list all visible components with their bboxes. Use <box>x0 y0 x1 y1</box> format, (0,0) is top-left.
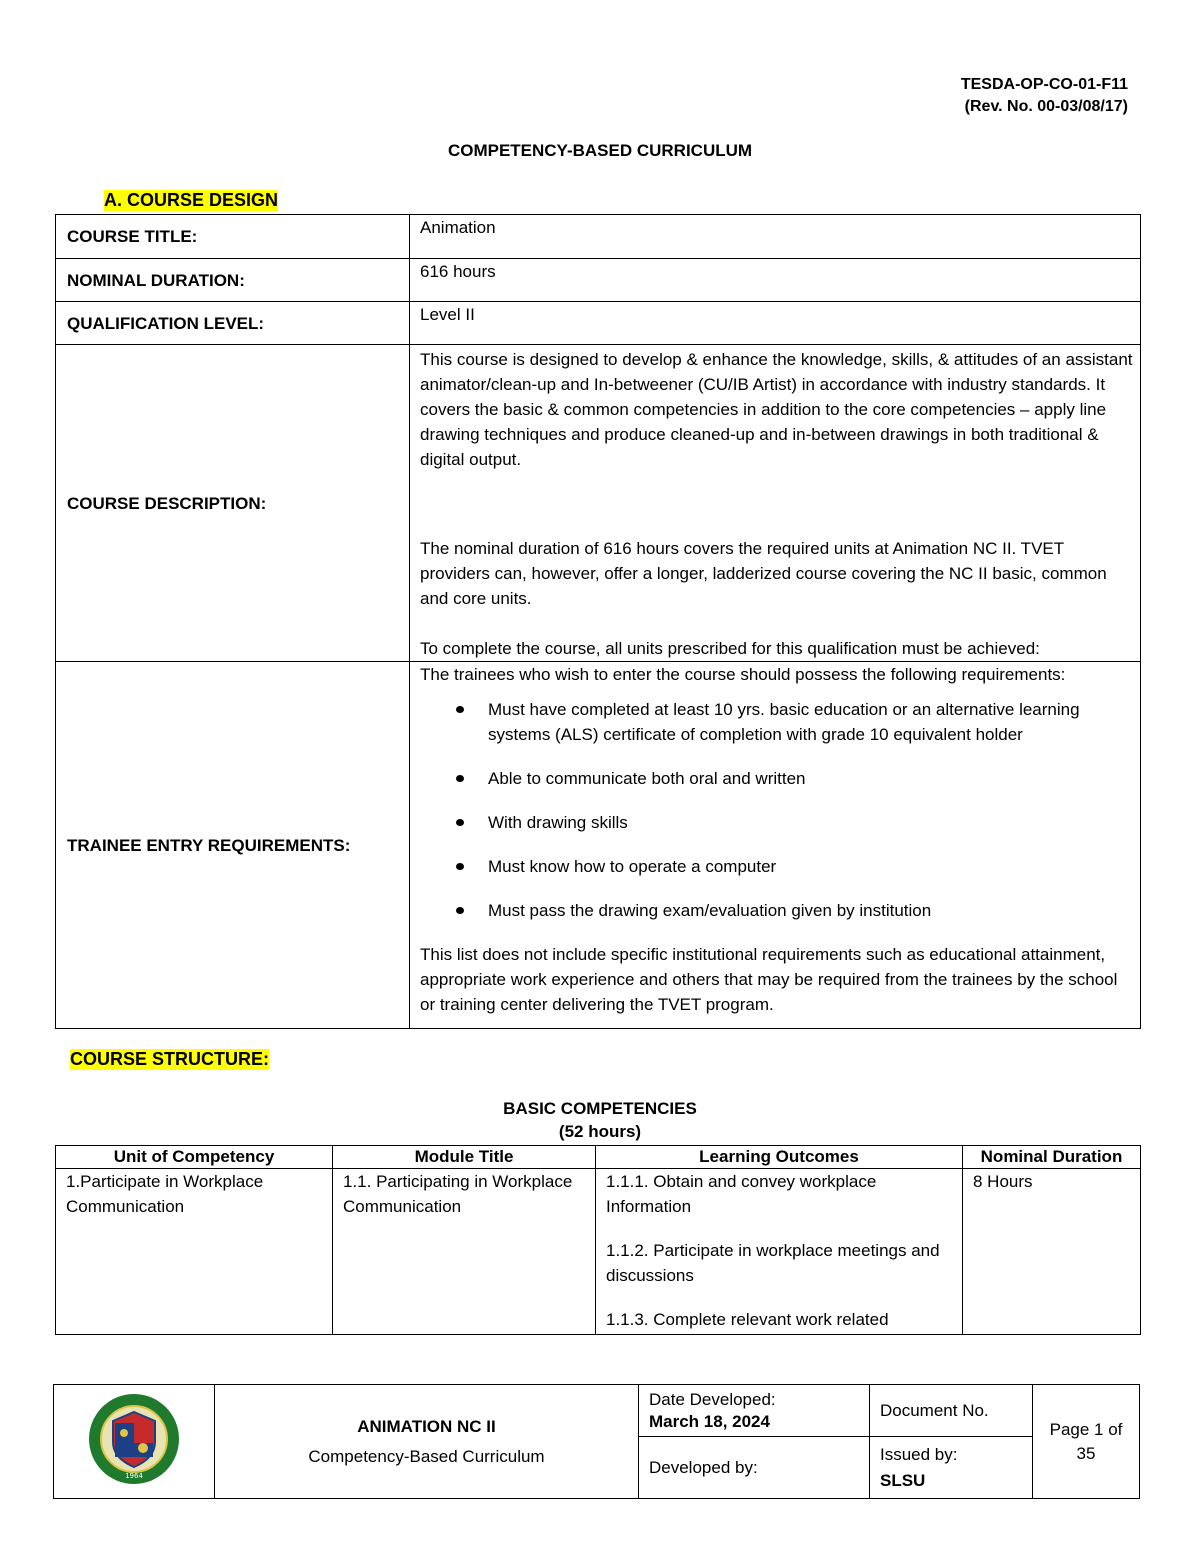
entry-note: This list does not include specific institutional requirements such as educational attainment, appropriate work experience and others that may be required from the trainees by the school or training center delivering the TVET program. <box>420 945 1118 1014</box>
page-footer <box>53 1384 1140 1499</box>
description-row <box>56 345 1141 662</box>
basic-competencies-heading <box>0 1097 1200 1143</box>
university-seal-icon <box>82 1392 186 1486</box>
table-row <box>56 1169 1141 1335</box>
learning-outcome: 1.1.2. Participate in workplace meetings and discussions <box>606 1241 940 1285</box>
document-code <box>961 74 1128 118</box>
description-cell <box>410 345 1141 662</box>
column-header: Unit of Competency <box>56 1146 333 1169</box>
column-header: Learning Outcomes <box>596 1146 963 1169</box>
learning-outcome: 1.1.1. Obtain and convey workplace Information <box>606 1172 877 1216</box>
date-label: Date Developed: <box>649 1389 776 1409</box>
level-value: Level II <box>410 302 1141 345</box>
page-title: COMPETENCY-BASED CURRICULUM <box>447 141 753 160</box>
description-paragraph: This course is designed to develop & enhance the knowledge, skills, & attitudes of an assistant animator/clean-up and In-betweener (CU/IB Artist) in accordance with industry standards. It covers the basic & common competencies in addition to the core competencies – apply line drawing techniques and produce cleaned-up and in-between drawings in both traditional & digital output. <box>420 350 1133 469</box>
program-cell <box>215 1385 639 1499</box>
duration-cell: 8 Hours <box>963 1169 1141 1335</box>
date-value: March 18, 2024 <box>649 1411 770 1431</box>
basic-competencies-title: BASIC COMPETENCIES <box>503 1099 697 1118</box>
entry-row <box>56 662 1141 1029</box>
entry-list <box>420 697 1134 923</box>
outcomes-cell <box>596 1169 963 1335</box>
list-item: Must know how to operate a computer <box>488 854 1134 879</box>
document-number-label: Document No. <box>880 1400 989 1420</box>
entry-intro: The trainees who wish to enter the course should possess the following requirements: <box>420 665 1066 684</box>
issued-by-cell <box>870 1437 1033 1499</box>
issuer-name: SLSU <box>880 1470 926 1490</box>
course-title-label: COURSE TITLE: <box>56 215 410 259</box>
duration-value: 616 hours <box>410 259 1141 302</box>
list-item: Able to communicate both oral and written <box>488 766 1134 791</box>
section-a-heading: A. COURSE DESIGN <box>104 190 279 210</box>
list-item: Must pass the drawing exam/evaluation given by institution <box>488 898 1134 923</box>
entry-label: TRAINEE ENTRY REQUIREMENTS: <box>56 662 410 1029</box>
issued-by-label: Issued by: <box>880 1444 958 1464</box>
description-label: COURSE DESCRIPTION: <box>56 345 410 662</box>
level-row <box>56 302 1141 345</box>
list-item: Must have completed at least 10 yrs. basic education or an alternative learning systems (ALS) certificate of completion with grade 10 equivalent holder <box>488 697 1134 747</box>
document-number-cell <box>870 1385 1033 1437</box>
page-number-cell <box>1033 1385 1140 1499</box>
developed-by-cell <box>639 1437 870 1499</box>
course-title-value: Animation <box>410 215 1141 259</box>
logo-cell <box>54 1385 215 1499</box>
basic-competencies-hours: (52 hours) <box>558 1122 642 1141</box>
description-paragraph: The nominal duration of 616 hours covers the required units at Animation NC II. TVET providers can, however, offer a longer, ladderized course covering the NC II basic, common and core units. <box>420 539 1107 608</box>
form-number: TESDA-OP-CO-01-F11 <box>960 76 1128 93</box>
seal-year: 1964 <box>125 1472 143 1480</box>
course-title-row <box>56 215 1141 259</box>
page-total: 35 <box>1076 1443 1096 1463</box>
description-paragraph: To complete the course, all units prescribed for this qualification must be achieved: <box>420 639 1040 658</box>
unit-cell: 1.Participate in Workplace Communication <box>56 1169 333 1335</box>
course-design-table <box>55 214 1141 1029</box>
duration-label: NOMINAL DURATION: <box>56 259 410 302</box>
competencies-table <box>55 1145 1141 1335</box>
page-number-line: Page 1 of <box>1049 1419 1123 1439</box>
column-header: Nominal Duration <box>963 1146 1141 1169</box>
table-header-row <box>56 1146 1141 1169</box>
program-subtitle: Competency-Based Curriculum <box>308 1446 545 1466</box>
list-item: With drawing skills <box>488 810 1134 835</box>
date-cell <box>639 1385 870 1437</box>
course-structure-heading: COURSE STRUCTURE: <box>70 1049 270 1069</box>
column-header: Module Title <box>333 1146 596 1169</box>
module-cell: 1.1. Participating in Workplace Communication <box>333 1169 596 1335</box>
level-label: QUALIFICATION LEVEL: <box>56 302 410 345</box>
entry-cell <box>410 662 1141 1029</box>
developed-by-label: Developed by: <box>649 1457 758 1477</box>
duration-row <box>56 259 1141 302</box>
program-name: ANIMATION NC II <box>357 1416 496 1436</box>
learning-outcome: 1.1.3. Complete relevant work related <box>606 1310 889 1329</box>
revision-number: (Rev. No. 00-03/08/17) <box>964 98 1128 115</box>
